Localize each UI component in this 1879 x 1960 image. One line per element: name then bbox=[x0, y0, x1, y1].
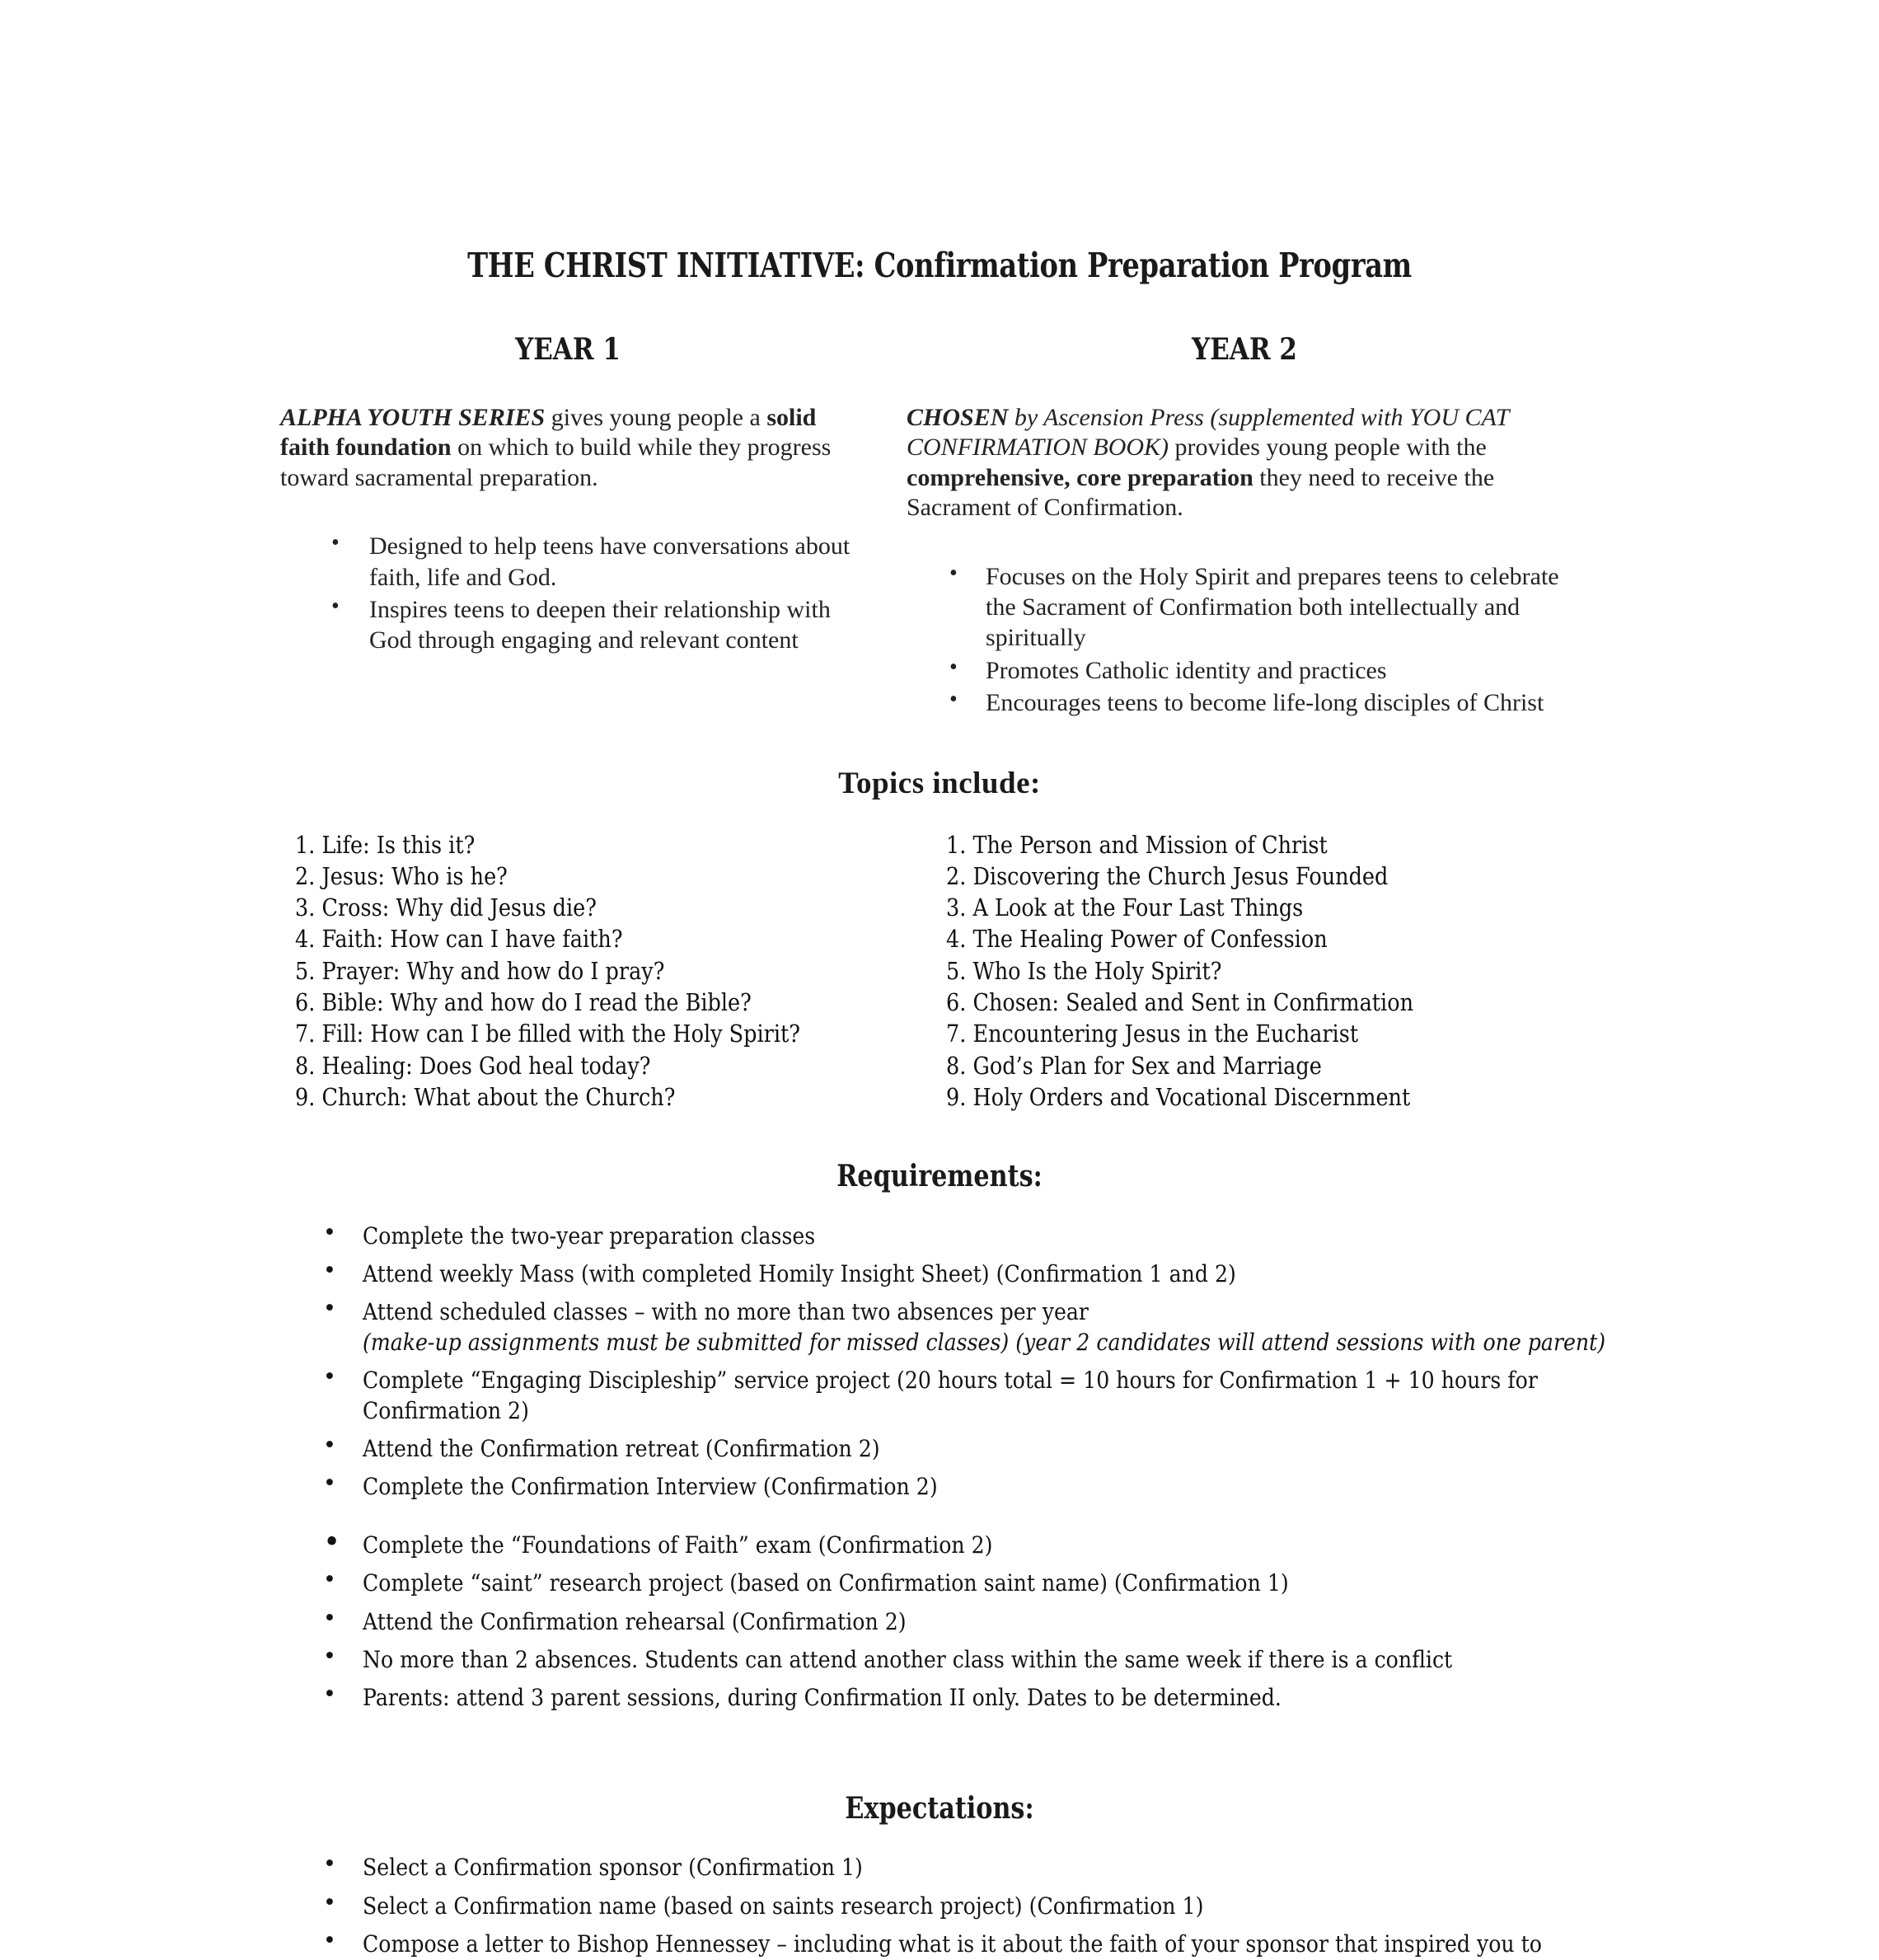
year2-intro bbox=[907, 403, 1582, 523]
year1-intro-emphasis: solid faith foundation bbox=[280, 403, 817, 462]
list-item bbox=[280, 1645, 1599, 1675]
requirement-subtext: (make-up assignments must be submitted for missed classes) (year 2 candidates will attend sessions with one parent) bbox=[363, 1328, 1606, 1356]
list-item: 5. Who Is the Holy Spirit? bbox=[946, 956, 1222, 985]
requirement-text: • Attend the Confirmation rehearsal (Confirmation 2) bbox=[363, 1607, 907, 1635]
list-item: 2. Discovering the Church Jesus Founded bbox=[946, 861, 1389, 890]
requirement-text: • Complete the two-year preparation classes bbox=[363, 1221, 816, 1250]
list-item: 1. The Person and Mission of Christ bbox=[946, 830, 1328, 859]
requirement-text: • Attend weekly Mass (with completed Homily Insight Sheet) (Confirmation 1 and 2) bbox=[363, 1260, 1236, 1288]
list-item: 9. Holy Orders and Vocational Discernment bbox=[946, 1082, 1411, 1111]
list-item bbox=[280, 1683, 1599, 1713]
year2-intro-emphasis: comprehensive, core preparation bbox=[907, 463, 1253, 491]
requirements-heading: Requirements: bbox=[836, 1159, 1043, 1194]
list-item: • Inspires teens to deepen their relationship with God through engaging and relevant content bbox=[280, 594, 855, 655]
expectations-heading: Expectations: bbox=[845, 1790, 1034, 1826]
list-item bbox=[280, 1434, 1599, 1464]
topics-year2-column bbox=[931, 829, 1582, 1113]
requirement-text: • Attend the Confirmation retreat (Confirmation 2) bbox=[363, 1435, 880, 1463]
list-item: 9. Church: What about the Church? bbox=[295, 1082, 676, 1111]
list-item: • Promotes Catholic identity and practices bbox=[907, 655, 1582, 686]
topics-year2-list bbox=[946, 829, 1582, 1113]
list-item bbox=[280, 1853, 1599, 1883]
requirement-text: • Parents: attend 3 parent sessions, during Confirmation II only. Dates to be determined. bbox=[363, 1684, 1282, 1712]
year1-program-name: ALPHA YOUTH SERIES bbox=[280, 403, 546, 431]
requirement-text: • Complete “saint” research project (based on Confirmation saint name) (Confirmation 1) bbox=[363, 1569, 1289, 1597]
list-item: • Designed to help teens have conversations about faith, life and God. bbox=[280, 531, 855, 592]
list-item bbox=[280, 1472, 1599, 1502]
page-title: THE CHRIST INITIATIVE: Confirmation Preparation Program bbox=[467, 246, 1412, 285]
year2-intro-text-a: by Ascension Press (supplemented with YOU CAT CONFIRMATION BOOK) bbox=[907, 403, 1509, 462]
list-item bbox=[280, 1366, 1599, 1426]
list-item: 2. Jesus: Who is he? bbox=[295, 861, 508, 890]
list-item: 3. A Look at the Four Last Things bbox=[946, 893, 1304, 922]
year1-intro-text-b: on which to build while they progress toward sacramental preparation. bbox=[280, 434, 832, 491]
requirement-text: • Attend scheduled classes – with no more than two absences per year bbox=[363, 1298, 1089, 1326]
list-item bbox=[280, 1607, 1599, 1637]
year2-heading: YEAR 2 bbox=[1192, 332, 1297, 368]
year1-intro-text-a: gives young people a bbox=[545, 403, 767, 431]
year1-column bbox=[280, 334, 890, 720]
list-item bbox=[280, 1892, 1599, 1921]
year2-intro-text-b: provides young people with the bbox=[1169, 434, 1487, 462]
expectations-list bbox=[280, 1853, 1599, 1959]
year2-bullet-list bbox=[907, 561, 1582, 718]
list-item: • Focuses on the Holy Spirit and prepares teens to celebrate the Sacrament of Confirmation both intellectually and spiritually bbox=[907, 561, 1582, 654]
topics-year1-column bbox=[280, 829, 931, 1113]
list-item: 6. Chosen: Sealed and Sent in Confirmation bbox=[946, 988, 1414, 1017]
year2-intro-text-c: they need to receive the Sacrament of Confirmation. bbox=[907, 463, 1495, 522]
list-item: 5. Prayer: Why and how do I pray? bbox=[295, 956, 665, 985]
requirement-text: • No more than 2 absences. Students can attend another class within the same week if there is a conflict bbox=[363, 1645, 1453, 1673]
list-item: 8. Healing: Does God heal today? bbox=[295, 1051, 651, 1080]
topics-heading: Topics include: bbox=[838, 767, 1041, 800]
year2-program-name: CHOSEN bbox=[907, 403, 1009, 431]
list-item bbox=[280, 1568, 1599, 1598]
year1-intro bbox=[280, 403, 855, 494]
list-item: 6. Bible: Why and how do I read the Bible? bbox=[295, 988, 752, 1017]
year-columns bbox=[280, 334, 1599, 720]
requirement-subtext: Confirmation 2) bbox=[363, 1396, 529, 1424]
list-item bbox=[280, 1297, 1606, 1357]
list-item: 3. Cross: Why did Jesus die? bbox=[295, 893, 597, 922]
requirement-text: • Complete “Engaging Discipleship” service project (20 hours total = 10 hours for Confirmation 1 + 10 hours for bbox=[363, 1367, 1538, 1395]
list-item: 8. God’s Plan for Sex and Marriage bbox=[946, 1051, 1322, 1080]
year1-bullet-list bbox=[280, 531, 855, 655]
list-item bbox=[280, 1221, 1599, 1251]
list-item bbox=[280, 1930, 1599, 1959]
expectation-text: • Compose a letter to Bishop Hennessey – including what is it about the faith of your sponsor that inspired you to bbox=[363, 1930, 1542, 1958]
list-item: 1. Life: Is this it? bbox=[295, 830, 476, 859]
requirement-text: • Complete the Confirmation Interview (Confirmation 2) bbox=[363, 1473, 938, 1501]
topics-columns bbox=[280, 829, 1599, 1113]
expectation-text: • Select a Confirmation sponsor (Confirmation 1) bbox=[363, 1854, 863, 1882]
expectation-text: • Select a Confirmation name (based on saints research project) (Confirmation 1) bbox=[363, 1892, 1204, 1920]
list-item: 4. The Healing Power of Confession bbox=[946, 925, 1328, 954]
requirements-list bbox=[280, 1221, 1606, 1714]
list-item: 4. Faith: How can I have faith? bbox=[295, 925, 623, 954]
list-item bbox=[280, 1259, 1599, 1289]
list-item: • Encourages teens to become life-long disciples of Christ bbox=[907, 687, 1582, 718]
year1-heading: YEAR 1 bbox=[515, 332, 621, 368]
topics-year1-list bbox=[295, 829, 931, 1113]
list-item: 7. Fill: How can I be filled with the Holy Spirit? bbox=[295, 1020, 800, 1048]
list-item bbox=[280, 1531, 1599, 1560]
requirement-text: • Complete the “Foundations of Faith” exam (Confirmation 2) bbox=[363, 1531, 993, 1559]
list-item: 7. Encountering Jesus in the Eucharist bbox=[946, 1020, 1359, 1048]
year2-column bbox=[890, 334, 1582, 720]
